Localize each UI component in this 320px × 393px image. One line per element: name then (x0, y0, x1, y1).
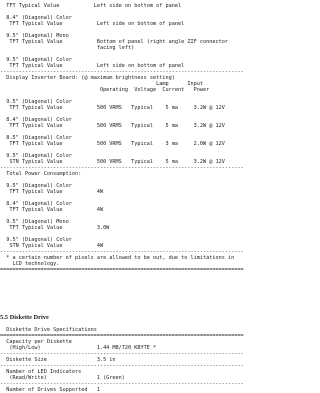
text-line: Diskette Size 3.5 in (0, 357, 116, 363)
text-line: TFT Typical Value Left side on bottom of panel (0, 63, 185, 69)
text-line: ============================================================================== (0, 267, 244, 273)
text-line: TFT Typical Value 4W (0, 207, 104, 213)
text-line: 8.4" (Diagonal) Color (0, 15, 72, 21)
display-specs-text (0, 3, 244, 273)
text-line: 9.5" (Diagonal) Color (0, 237, 72, 243)
text-line: Number of LED Indicators (0, 369, 82, 375)
text-line: Diskette Drive Specifications (0, 327, 97, 333)
text-line: TFT Typical Value Left side on bottom of panel (0, 21, 185, 27)
section-heading: 5.5 Diskette Drive (0, 314, 49, 321)
text-line: STN Typical Value 500 VRMS Typical 5 ma 3.2W @ 12V (0, 159, 225, 165)
text-line: TFT Typical Value 500 VRMS Typical 3 ma 2.0W @ 12V (0, 141, 225, 147)
text-line: ------------------------------------------------------------------------------ (0, 165, 244, 171)
text-line: Operating Voltage Current Power (0, 87, 210, 93)
text-line: TFT Typical Value Bottom of panel (right angle ZIF connector (0, 39, 228, 45)
text-line: Total Power Consumption: (0, 171, 82, 177)
text-line: Lamp Input (0, 81, 204, 87)
text-line: Number of Drives Supported 1 (0, 387, 100, 393)
text-line: ------------------------------------------------------------------------------ (0, 351, 244, 357)
text-line: 9.5" (Diagonal) Mono (0, 33, 69, 39)
text-line: (High/Low) 1.44 MB/720 KBYTE * (0, 345, 157, 351)
text-line: Display Inverter Board: (@ maximum brightness setting) (0, 75, 175, 81)
text-line: (Read/Write) 1 (Green) (0, 375, 125, 381)
text-line: ------------------------------------------------------------------------------ (0, 249, 244, 255)
text-line: facing left) (0, 45, 135, 51)
diskette-specs-text (0, 327, 244, 393)
text-line: LCD technology. (0, 261, 60, 267)
text-line: 9.5" (Diagonal) Mono (0, 219, 69, 225)
text-line: 8.5" (Diagonal) Color (0, 135, 72, 141)
text-line: 9.5" (Diagonal) Color (0, 57, 72, 63)
text-line: TFT Typical Value 4W (0, 189, 104, 195)
text-line: ------------------------------------------------------------------------------ (0, 381, 244, 387)
text-line: STN Typical Value 4W (0, 243, 104, 249)
text-line: 9.5" (Diagonal) Color (0, 183, 72, 189)
text-line: 9.5" (Diagonal) Color (0, 153, 72, 159)
text-line: ------------------------------------------------------------------------------ (0, 69, 244, 75)
text-line: 8.4" (Diagonal) Color (0, 201, 72, 207)
text-line: TFT Typical Value 500 VRMS Typical 5 ma 3.2W @ 12V (0, 105, 225, 111)
text-line: * a certain number of pixels are allowed to be out, due to limitations in (0, 255, 235, 261)
text-line: TFT Typical Value Left side on bottom of panel (0, 3, 182, 9)
text-line: TFT Typical Value 3.0W (0, 225, 110, 231)
text-line: TFT Typical Value 500 VRMS Typical 5 ma 3.2W @ 12V (0, 123, 225, 129)
text-line: ------------------------------------------------------------------------------ (0, 363, 244, 369)
text-line: 8.4" (Diagonal) Color (0, 117, 72, 123)
text-line: 9.5" (Diagonal) Color (0, 99, 72, 105)
text-line: ============================================================================== (0, 333, 244, 339)
text-line: Capacity per Diskette (0, 339, 72, 345)
